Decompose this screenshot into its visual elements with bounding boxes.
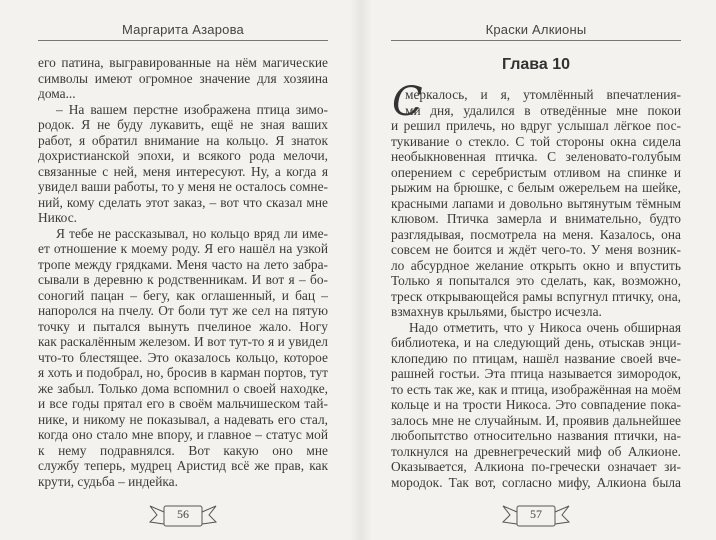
text-line: дома...	[38, 86, 76, 101]
text-line: сывали в деревню к родственникам. И вот я – бо-	[38, 272, 328, 287]
text-line: кольце и на трости Никоса. Это совпадение пока-	[391, 397, 681, 412]
text-line: службу теперь, мудрец Аристид всё же прав, как	[38, 458, 328, 473]
text-line: напоролся на пчелу. От боли тут же сел на пятую	[38, 303, 328, 318]
text-line: что-то блестящее. Это оказалось кольцо, которое	[38, 349, 328, 365]
text-line: же забыл. Только дома вспомнил о своей находке,	[38, 380, 328, 396]
book-gutter	[350, 0, 372, 540]
text-line: Я тебе не рассказывал, но кольцо вряд ли име-	[56, 225, 328, 241]
text-line: оперением с серебристым отливом на спинке и	[391, 164, 681, 180]
drop-cap: С	[392, 79, 423, 125]
text-line: родок. Я не буду лукавить, ещё не зная ваших	[38, 117, 328, 132]
text-line: меркалось, и я, утомлённый впечатления-	[405, 87, 681, 102]
text-line: его патина, выгравированные на нём магические	[38, 55, 328, 70]
text-line: тукивание о стекло. С той стороны окна сидела	[391, 133, 681, 149]
text-line: залось мне не случайным. И, проявив дальнейшее	[391, 412, 681, 428]
text-line: любопытство относительно названия птички, на-	[391, 428, 681, 443]
text-line: то есть так же, как и птица, изображённая на моём	[391, 381, 681, 397]
header-rule	[38, 40, 328, 41]
text-line: взмахнув крыльями, быстро исчезла.	[391, 304, 602, 319]
page-number-ribbon	[148, 500, 218, 530]
text-line: когда оно стало мне впору, и главное – статус мой	[38, 427, 328, 442]
header-rule	[391, 40, 681, 41]
left-page	[38, 0, 328, 540]
page-number: 57	[530, 507, 542, 521]
text-line: Надо отметить, что у Никоса очень обширная	[409, 319, 681, 335]
text-line: рыжим на брюшке, с белым ожерельем на шейке,	[391, 180, 681, 195]
text-line: треск открывающейся рамы вспугнул птичку, она,	[391, 288, 681, 304]
text-line: разглядывая, посмотрела на меня. Казалось, она	[391, 226, 681, 242]
text-line: работ, я обратил внимание на кольцо. Я знаток	[38, 132, 328, 148]
text-line: мородок. Так вот, согласно мифу, Алкиона была	[391, 474, 681, 490]
text-line: ний, кому сделать этот заказ, – вот что сказал мне	[38, 194, 328, 210]
text-line: клопедию по птицам, нашёл название своей вче-	[391, 350, 681, 366]
text-line: Никос.	[38, 210, 77, 225]
text-line: нике, и никому не показывал, а надевать его стал,	[38, 411, 328, 427]
running-head-title: Краски Алкионы	[485, 22, 587, 37]
text-line: необыкновенная птичка. С зеленовато-голубым	[391, 149, 681, 164]
text-line: Только я попытался это сделать, как, возможно,	[391, 273, 681, 288]
text-line: как раскалённым железом. И вот тут-то я и увидел	[38, 334, 328, 349]
text-line: символы имеют огромное значение для хозяина	[38, 70, 328, 86]
text-line: – На вашем перстне изображена птица зимо-	[56, 101, 328, 117]
text-line: клювом. Птичка замерла и внимательно, будто	[391, 211, 681, 226]
text-line: дохристианской эпохи, и всякого рода мелочи,	[38, 148, 328, 163]
text-line: и все годы прятал его в своём мальчишеском тай-	[38, 396, 328, 411]
text-line: красными лапами и довольно вытянутым тёмным	[391, 195, 681, 211]
text-line: я хоть и подобрал, но, бросив в карман портов, тут	[38, 365, 328, 380]
text-line: толкнулся на древнегреческий миф об Алкионе.	[391, 443, 681, 459]
text-line: точку и пытался вынуть пчелиное жало. Ногу	[38, 318, 328, 334]
text-line: ет отношение к моему роду. Я его нашёл на узкой	[38, 241, 328, 256]
text-line: к нему подравнялся. Вот какую оно мне	[38, 442, 328, 458]
page-number: 56	[177, 507, 189, 521]
page-number-ribbon	[501, 500, 571, 530]
text-line: ло абсурдное желание открыть окно и впустить	[391, 257, 681, 273]
chapter-title: Глава 10	[501, 56, 571, 73]
text-line: соногий пацан – бегу, как оглашенный, и бац –	[38, 287, 328, 303]
right-page	[391, 0, 681, 540]
text-line: тропе между грядками. Меня часто на лето забра-	[38, 256, 328, 272]
text-line: увидел ваши работы, то у меня не осталось сомне-	[38, 179, 328, 194]
text-line: связанные с ней, меня интересуют. Ну, а когда я	[38, 163, 328, 179]
text-line: библиотека, и на следующий день, отыскав энци-	[391, 335, 681, 350]
text-line: и решил прилечь, но вдруг услышал лёгкое пос-	[391, 118, 681, 133]
text-line: Оказывается, Алкиона по-гречески означает зи-	[391, 459, 681, 474]
text-line: рашней гостьи. Эта птица называется зимородок,	[391, 366, 681, 381]
text-line: ми дня, удалился в отведённые мне покои	[405, 102, 681, 118]
text-line: крути, судьба – индейка.	[38, 473, 178, 489]
text-line: совсем не боится и ждёт чего-то. У меня возник-	[391, 242, 681, 257]
running-head-author: Маргарита Азарова	[122, 22, 244, 37]
